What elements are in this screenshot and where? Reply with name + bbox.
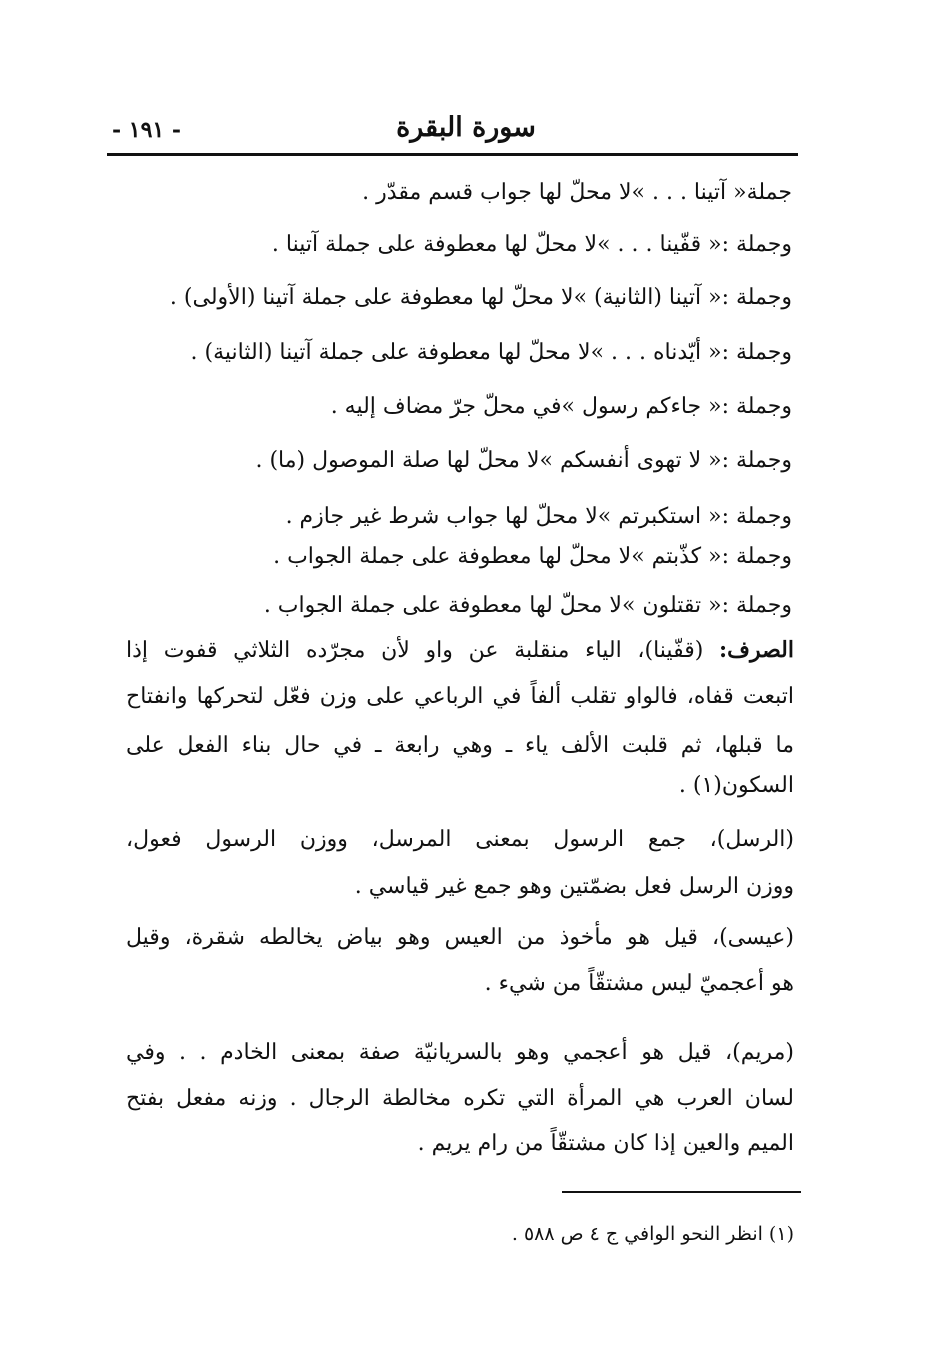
irab-line: وجملة :« أيّدناه . . . »لا محلّ لها معطوفة على جملة آتينا (الثانية) .: [190, 340, 792, 365]
header-divider: [107, 153, 798, 156]
footnote-divider: [562, 1191, 801, 1193]
sarf-line: (عيسى)، قيل هو مأخوذ من العيس وهو بياض يخالطه شقرة، وقيل: [126, 925, 794, 950]
sarf-line: لسان العرب هي المرأة التي تكره مخالطة الرجال . وزنه مفعل بفتح: [126, 1086, 794, 1111]
sarf-line: اتبعت قفاه، فالواو تقلب ألفاً في الرباعي على وزن فعّل لتحركها وانفتاح: [126, 684, 794, 709]
page-title: سورة البقرة: [396, 112, 536, 143]
irab-line: وجملة :« لا تهوى أنفسكم »لا محلّ لها صلة الموصول (ما) .: [255, 448, 792, 473]
irab-line: وجملة :« جاءكم رسول »في محلّ جرّ مضاف إليه .: [330, 394, 792, 419]
sarf-line: ووزن الرسل فعل بضمّتين وهو جمع غير قياسي .: [354, 874, 794, 899]
irab-line: وجملة :« كذّبتم »لا محلّ لها معطوفة على جملة الجواب .: [273, 544, 792, 569]
sarf-line: (مريم)، قيل هو أعجمي وهو بالسريانيّة صفة بمعنى الخادم . . وفي: [126, 1040, 795, 1065]
footnote: (١) انظر النحو الوافي ج ٤ ص ٥٨٨ .: [511, 1223, 794, 1245]
sarf-line: هو أعجميّ ليس مشتقّاً من شيء .: [484, 971, 794, 996]
sarf-text: (قفّينا)، الياء منقلبة عن واو لأن مجرّده الثلاثي قفوت إذا: [126, 638, 704, 663]
irab-line: وجملة :« آتينا (الثانية) »لا محلّ لها معطوفة على جملة آتينا (الأولى) .: [169, 285, 792, 310]
irab-line: وجملة :« استكبرتم »لا محلّ لها جواب شرط غير جازم .: [285, 504, 792, 529]
sarf-line: ما قبلها، ثم قلبت الألف ياء ـ وهي رابعة ـ في حال بناء الفعل على: [126, 733, 794, 758]
sarf-line: [126, 637, 794, 664]
page-number: - ١٩١ -: [112, 117, 182, 143]
irab-line: جملة« آتينا . . . »لا محلّ لها جواب قسم مقدّر .: [362, 180, 792, 205]
sarf-line: الميم والعين إذا كان مشتقّاً من رام يريم .: [417, 1131, 794, 1156]
irab-line: وجملة :« قفّينا . . . »لا محلّ لها معطوفة على جملة آتينا .: [271, 232, 792, 257]
irab-line: وجملة :« تقتلون »لا محلّ لها معطوفة على جملة الجواب .: [263, 593, 792, 618]
sarf-line: السكون(١) .: [678, 773, 794, 798]
sarf-heading: الصرف:: [719, 637, 794, 663]
sarf-line: (الرسل)، جمع الرسول بمعنى المرسل، ووزن الرسول فعول،: [126, 827, 794, 852]
